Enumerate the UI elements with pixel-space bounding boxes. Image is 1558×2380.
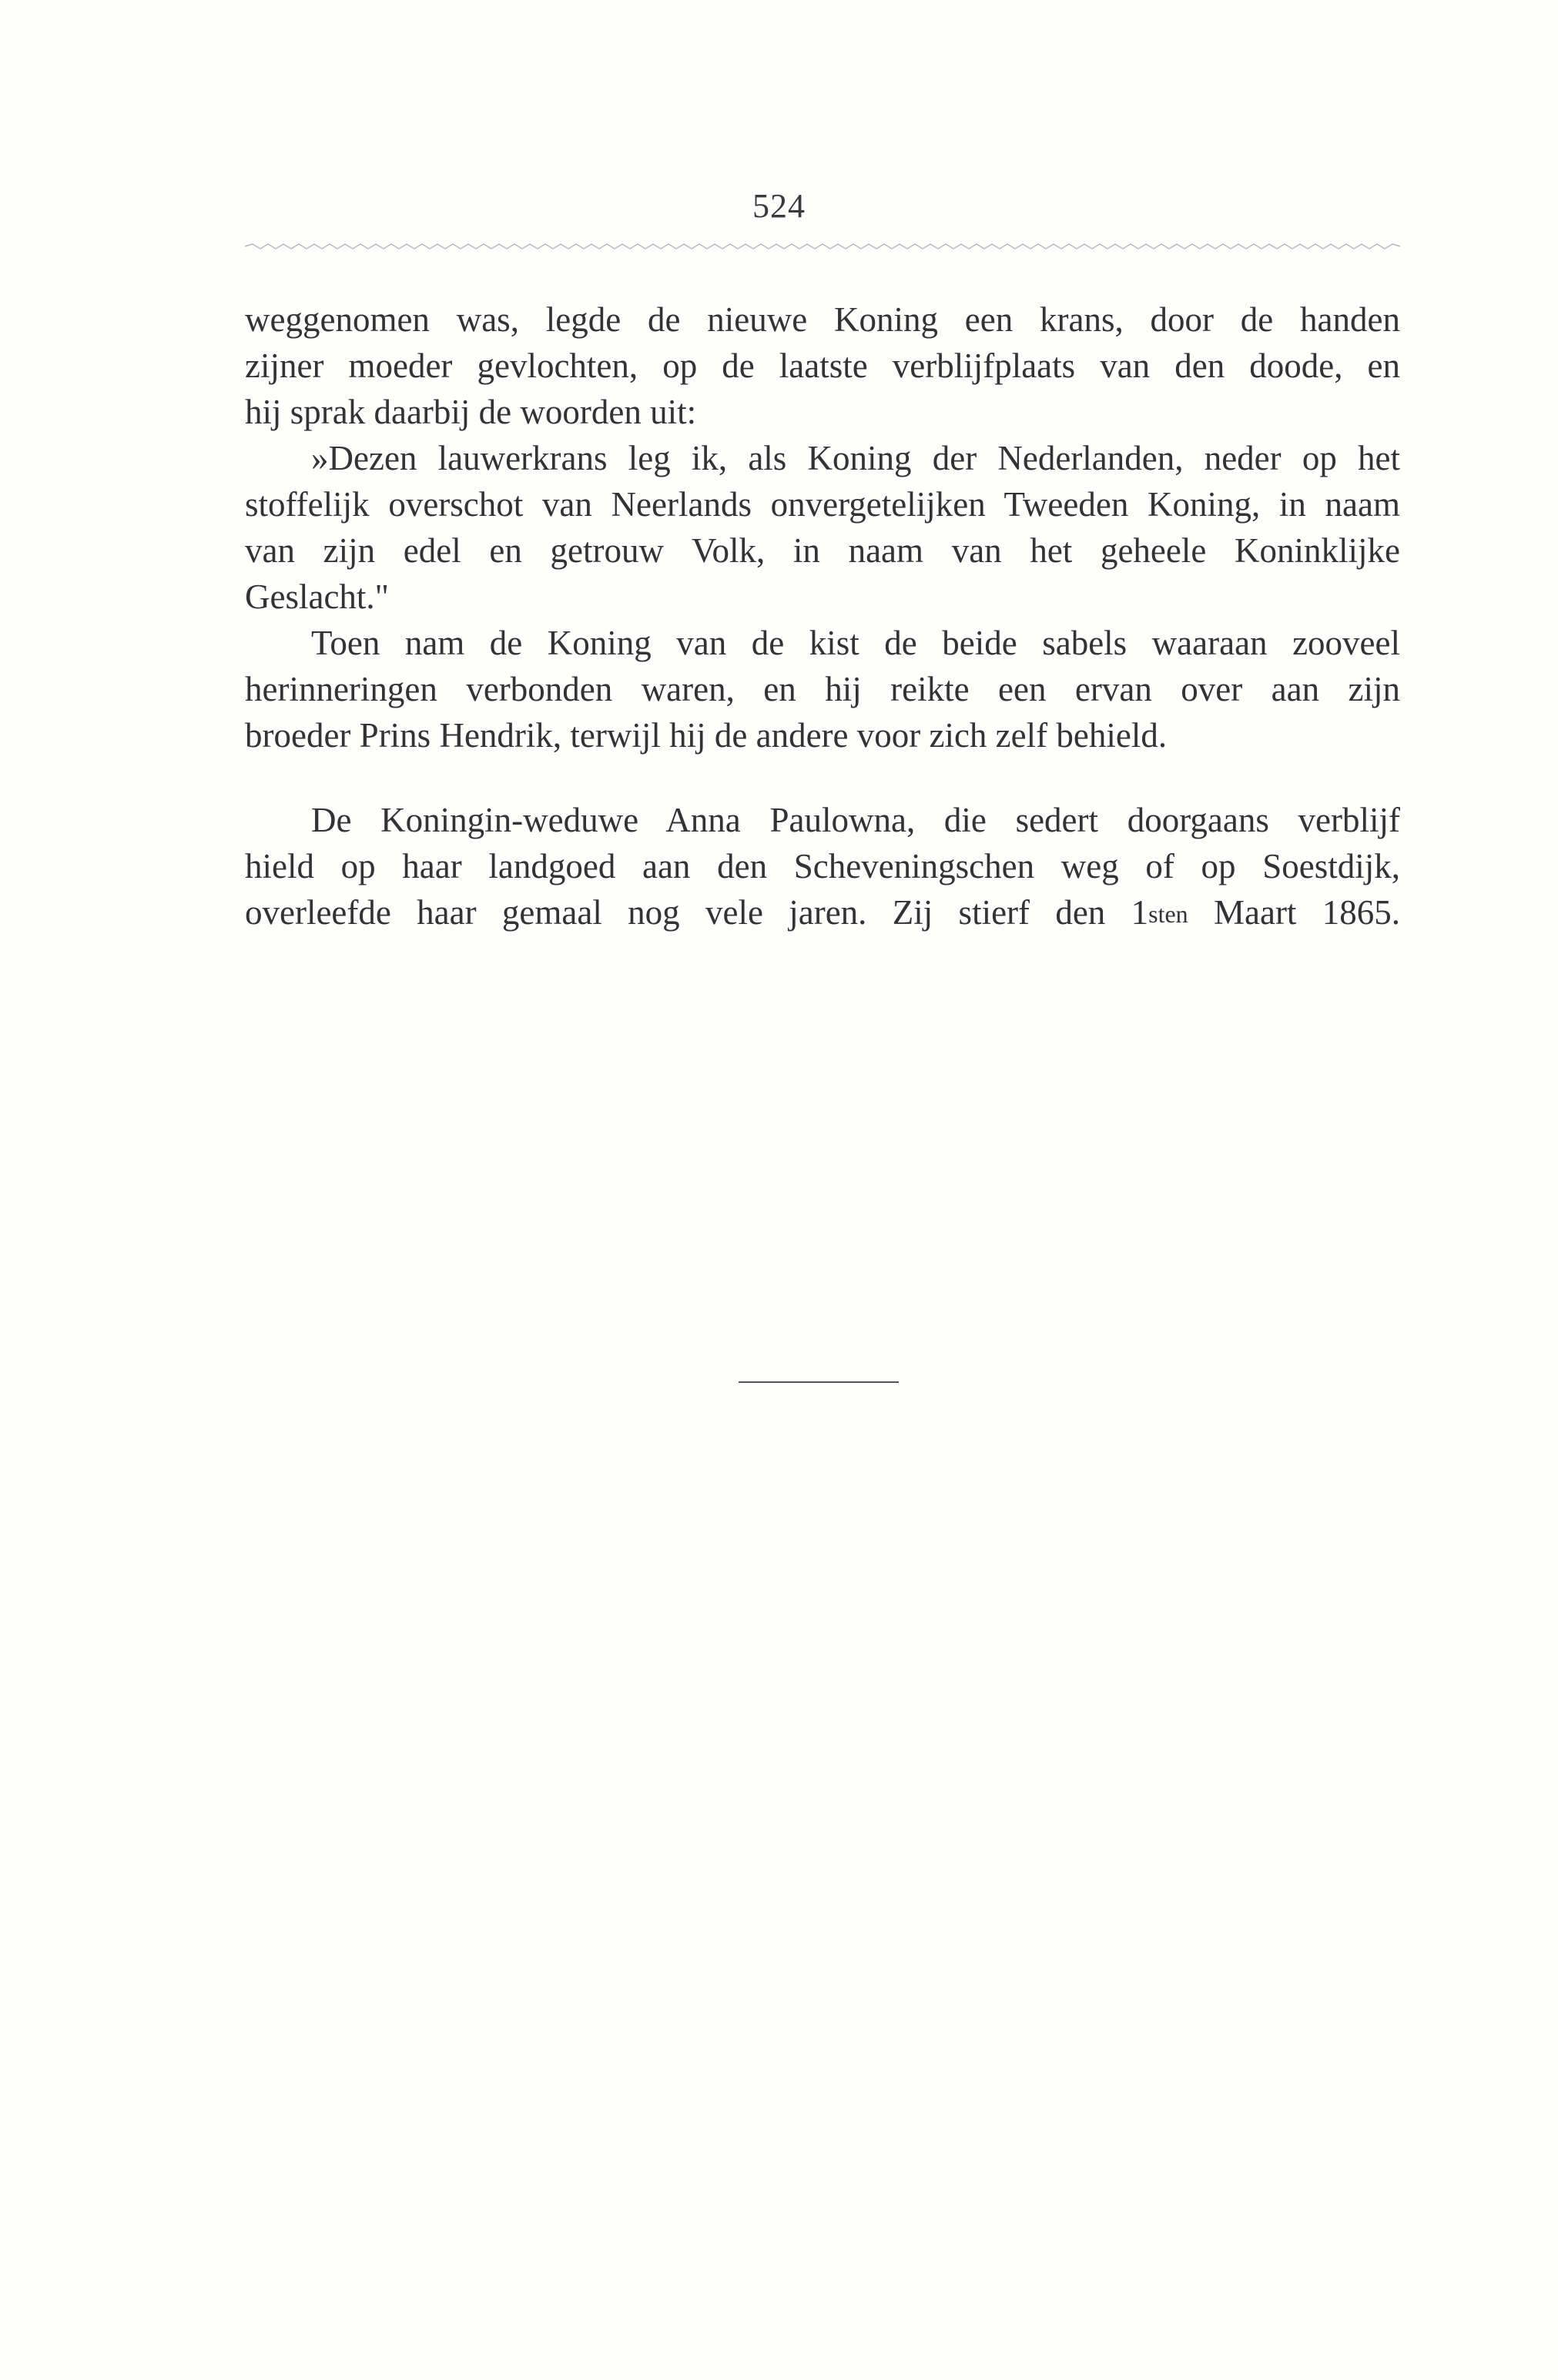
text-line: hij sprak daarbij de woorden uit: [245, 393, 697, 431]
body-text [245, 296, 1400, 936]
text-line: hield op haar landgoed aan den Scheveningschen weg of op Soestdijk, [245, 847, 1400, 885]
text-line: Geslacht." [245, 577, 390, 616]
text-line: weggenomen was, legde de nieuwe Koning een krans, door de handen [245, 300, 1400, 339]
text-line: De Koningin-weduwe Anna Paulowna, die sedert doorgaans verblijf [311, 801, 1400, 839]
text-line: van zijn edel en getrouw Volk, in naam van het geheele Koninklijke [245, 531, 1400, 570]
text-run: Maart 1865. [1188, 893, 1400, 932]
text-line: broeder Prins Hendrik, terwijl hij de andere voor zich zelf behield. [245, 716, 1168, 755]
text-line: stoffelijk overschot van Neerlands onvergetelijken Tweeden Koning, in naam [245, 485, 1400, 524]
closing-rule [739, 1381, 899, 1383]
text-line-final [245, 889, 1400, 936]
text-line: »Dezen lauwerkrans leg ik, als Koning der Nederlanden, neder op het [311, 439, 1400, 477]
superscript-ordinal: sten [1148, 900, 1188, 928]
page-number: 524 [752, 187, 806, 225]
paragraph-gap [245, 758, 1400, 797]
ornament-rule [245, 241, 1400, 252]
text-line: Toen nam de Koning van de kist de beide sabels waaraan zooveel [311, 624, 1400, 662]
text-run: overleefde haar gemaal nog vele jaren. Zij stierf den 1 [245, 893, 1149, 932]
text-line: zijner moeder gevlochten, op de laatste verblijfplaats van den doode, en [245, 346, 1400, 385]
text-line: herinneringen verbonden waren, en hij reikte een ervan over aan zijn [245, 670, 1400, 708]
